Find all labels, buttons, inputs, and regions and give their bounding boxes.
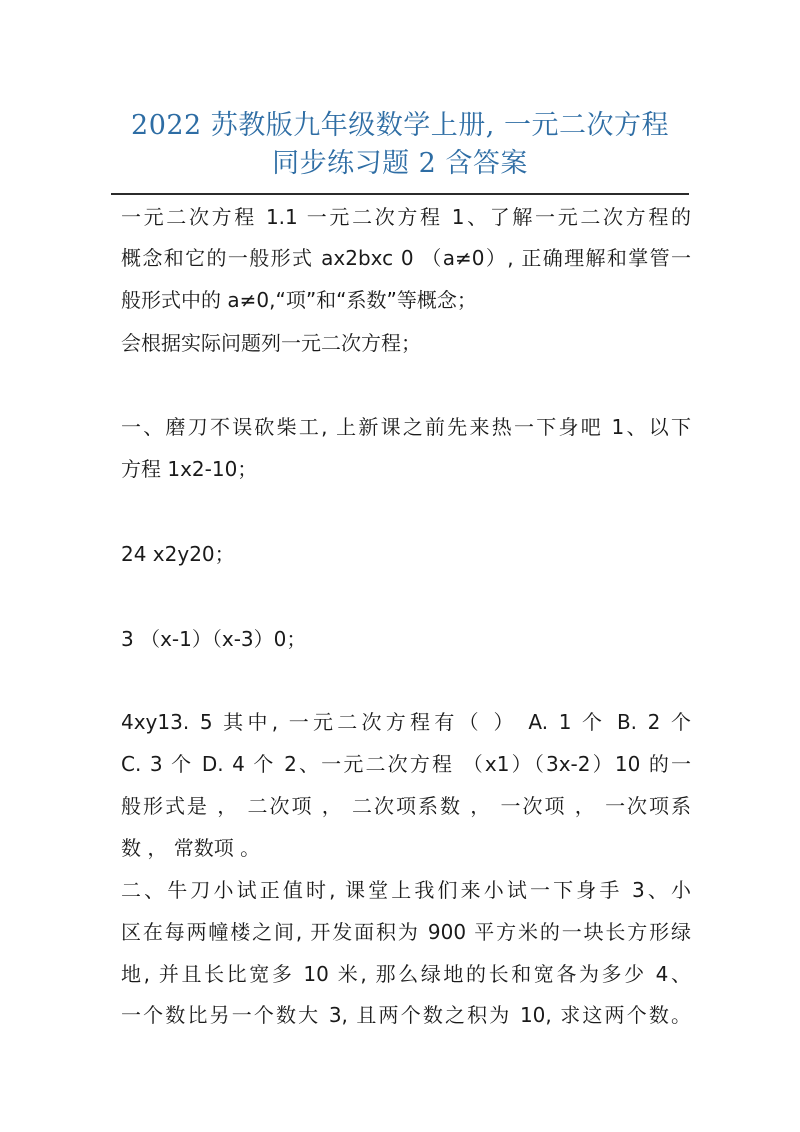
paragraph-line: 4xy13. 5 其中, 一元二次方程有（ ） A. 1 个 B. 2 个 — [121, 710, 691, 734]
paragraph-line: 一个数比另一个数大 3, 且两个数之积为 10, 求这两个数。 — [121, 1003, 691, 1027]
paragraph-line: 概念和它的一般形式 ax2bxc 0 （a≠0）, 正确理解和掌管一 — [121, 246, 691, 270]
paragraph-line: 一元二次方程 1.1 一元二次方程 1、了解一元二次方程的 — [121, 205, 691, 229]
paragraph-line: 般形式中的 a≠0,“项”和“系数”等概念； — [121, 288, 477, 312]
paragraph-line: 地, 并且长比宽多 10 米, 那么绿地的长和宽各为多少 4、 — [121, 962, 691, 986]
paragraph-line: 会根据实际问题列一元二次方程； — [121, 331, 421, 355]
paragraph-line: 数 ， 常数项 。 — [121, 836, 261, 860]
paragraph-line: 一、磨刀不误砍柴工, 上新课之前先来热一下身吧 1、以下 — [121, 415, 691, 439]
document-title-line-1: 2022 苏教版九年级数学上册, 一元二次方程 — [131, 110, 669, 141]
paragraph-line: 24 x2y20； — [121, 542, 235, 566]
paragraph-line: 二、牛刀小试正值时, 课堂上我们来小试一下身手 3、小 — [121, 878, 691, 902]
paragraph-line: 3 （x-1）（x-3）0； — [121, 627, 307, 651]
paragraph-line: 般形式是 ， 二次项 ， 二次项系数 ， 一次项 ， 一次项系 — [121, 794, 691, 818]
paragraph-line: 方程 1x2-10； — [121, 457, 258, 481]
document-title-line-2: 同步练习题 2 含答案 — [272, 148, 528, 179]
title-divider — [111, 193, 689, 195]
paragraph-line: 区在每两幢楼之间, 开发面积为 900 平方米的一块长方形绿 — [121, 920, 691, 944]
paragraph-line: C. 3 个 D. 4 个 2、一元二次方程 （x1）（3x-2）10 的一 — [121, 752, 691, 776]
